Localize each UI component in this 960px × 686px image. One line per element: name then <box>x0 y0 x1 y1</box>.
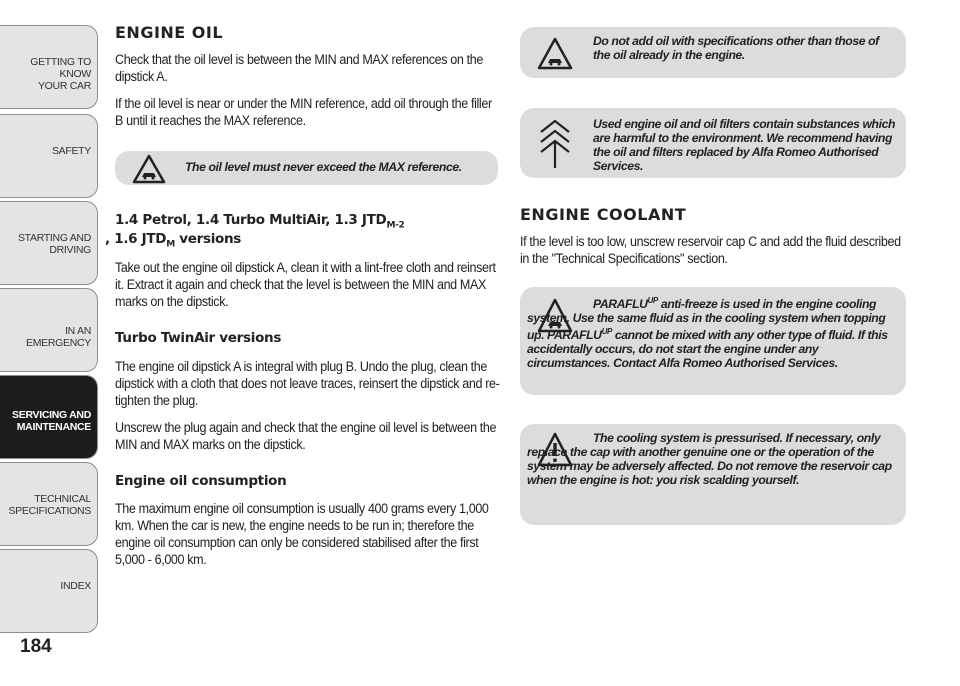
pressurised-warning-box <box>520 424 906 525</box>
paraflu-text-part: PARAFLU <box>593 297 648 312</box>
versions-heading-line-2 <box>105 231 241 250</box>
twinair-paragraph-1: The engine oil dipstick A is integral with plug B. Undo the plug, clean the dipstick with a cloth that does not leave traces, reinsert the dipstick and re-tighten the plug. <box>115 359 500 408</box>
versions-subscript: M-2 <box>386 220 405 231</box>
engine-oil-paragraph-2: If the oil level is near or under the MIN reference, add oil through the filler B until it reaches the MAX reference. <box>115 96 492 128</box>
tab-label: DRIVING <box>49 244 91 256</box>
tab-emergency[interactable] <box>0 288 98 372</box>
pressurised-warning-text: The cooling system is pressurised. If necessary, only replace the cap with another genuine one or the operation of the system may be adversely affected. Do not remove the reservoir cap when the engine is hot: you risk scalding yourself. <box>527 431 892 487</box>
oil-spec-warning-text: Do not add oil with specifications other than those of the oil already in the engine. <box>593 34 879 62</box>
consumption-heading: Engine oil consumption <box>115 473 287 489</box>
versions-heading <box>115 212 405 231</box>
tab-getting-to-know[interactable] <box>0 25 98 109</box>
car-warning-icon <box>132 154 166 184</box>
oil-spec-warning-box <box>520 27 906 78</box>
environment-note-text: Used engine oil and oil filters contain substances which are harmful to the environment. We recommend having the oil and filters replaced by Alfa Romeo Authorised Services. <box>593 117 895 173</box>
tab-safety[interactable] <box>0 114 98 198</box>
paraflu-superscript: UP <box>601 327 612 337</box>
versions-paragraph: Take out the engine oil dipstick A, clean it with a lint-free cloth and reinsert it. Extract it again and check that the level is between the MIN and MAX marks on the dipstick. <box>115 260 496 309</box>
tab-label: SERVICING AND <box>12 409 91 421</box>
tab-label: SPECIFICATIONS <box>8 505 91 517</box>
tab-label: TECHNICAL <box>34 493 91 505</box>
tab-technical-specifications[interactable] <box>0 462 98 546</box>
tab-index[interactable] <box>0 549 98 633</box>
tab-label: SAFETY <box>51 145 91 157</box>
paraflu-warning-box <box>520 287 906 395</box>
paraflu-superscript: UP <box>647 296 658 305</box>
paraflu-warning-text <box>527 294 899 370</box>
oil-level-warning-text: The oil level must never exceed the MAX reference. <box>185 160 462 174</box>
tab-label: INDEX <box>60 580 91 592</box>
versions-heading-part: 1.4 Petrol, 1.4 Turbo MultiAir, 1.3 JTD <box>115 212 387 228</box>
environment-icon <box>538 118 572 170</box>
tab-label: GETTING TO KNOW <box>30 56 91 80</box>
tab-servicing-maintenance[interactable] <box>0 375 98 459</box>
tab-starting-driving[interactable] <box>0 201 98 285</box>
versions-heading-part: , 1.6 JTD <box>105 231 167 247</box>
paraflu-text-part: anti-freeze is used in the engine cooling system. Use the same fluid as in the cooling system when topping up. PARAFLU <box>527 297 886 343</box>
consumption-paragraph: The maximum engine oil consumption is usually 400 grams every 1,000 km. When the car is new, the engine needs to be run in; therefore the engine oil consumption can only be considered stabilised after the first 5,000 - 6,000 km. <box>115 501 489 567</box>
paraflu-text-part: cannot be mixed with any other type of fluid. If this accidentally occurs, do not start the engine under any circumstances. Contact Alfa Romeo Authorised Services. <box>527 328 888 371</box>
tab-label: YOUR CAR <box>37 80 91 92</box>
engine-coolant-paragraph: If the level is too low, unscrew reservoir cap C and add the fluid described in the "Technical Specifications" section. <box>520 234 901 266</box>
engine-oil-paragraph-1: Check that the oil level is between the MIN and MAX references on the dipstick A. <box>115 52 483 84</box>
tab-label: STARTING AND <box>17 232 91 244</box>
chapter-sidebar <box>0 0 100 640</box>
tab-label: MAINTENANCE <box>16 421 91 433</box>
tab-label: IN AN EMERGENCY <box>26 325 91 349</box>
car-warning-icon <box>537 37 573 71</box>
versions-heading-part: versions <box>174 231 242 247</box>
engine-coolant-heading: ENGINE COOLANT <box>520 205 687 224</box>
page-number: 184 <box>20 636 52 657</box>
oil-level-warning-box <box>115 151 498 185</box>
twinair-paragraph-2: Unscrew the plug again and check that the engine oil level is between the MIN and MAX marks on the dipstick. <box>115 420 497 452</box>
versions-subscript: M <box>166 239 175 250</box>
engine-oil-heading: ENGINE OIL <box>115 23 224 42</box>
environment-note-box <box>520 108 906 178</box>
twinair-heading: Turbo TwinAir versions <box>115 330 282 346</box>
